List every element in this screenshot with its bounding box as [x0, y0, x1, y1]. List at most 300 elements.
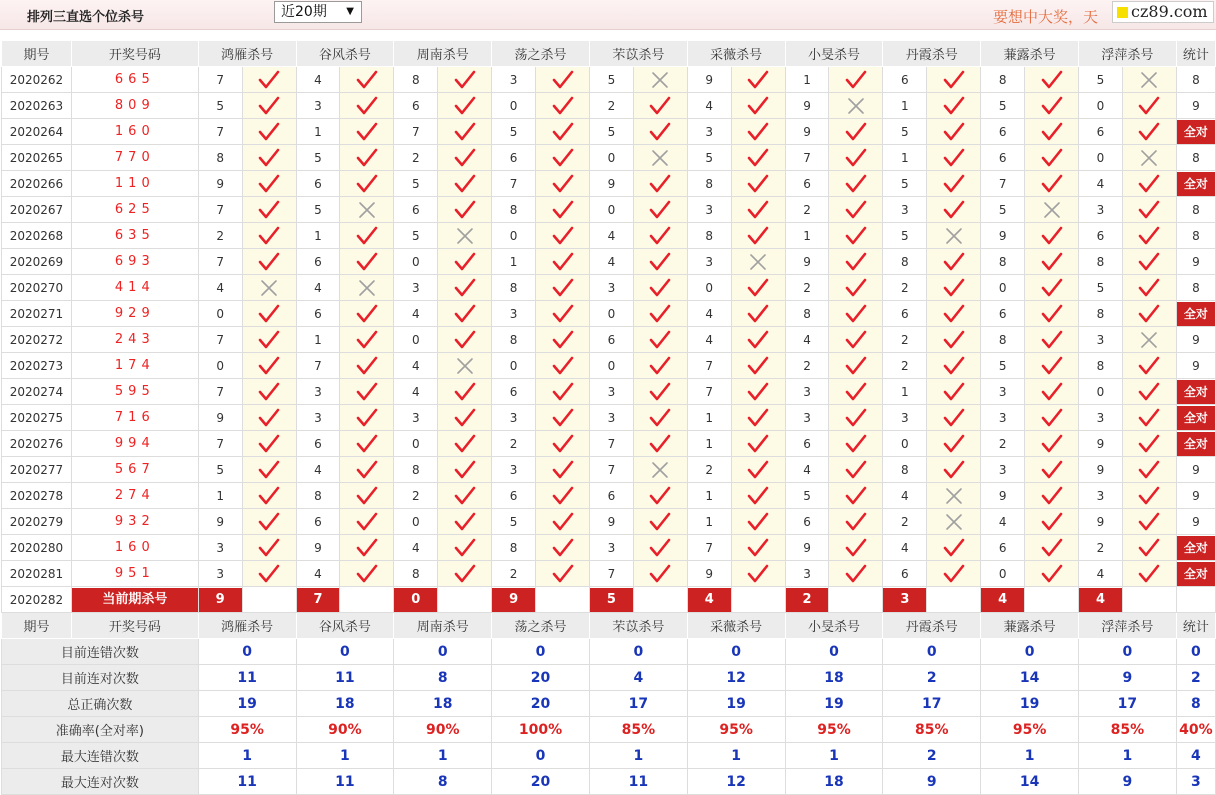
kill-number: 9	[198, 405, 242, 431]
kill-number: 6	[296, 509, 340, 535]
check-icon	[845, 356, 867, 376]
check-icon	[649, 512, 671, 532]
kill-number: 0	[1079, 93, 1123, 119]
kill-number: 3	[785, 379, 829, 405]
col-header-expert[interactable]: 小旻杀号	[785, 613, 883, 639]
summary-stat: 40%	[1176, 717, 1215, 743]
result-mark	[829, 405, 883, 431]
result-mark	[438, 431, 492, 457]
result-mark	[829, 93, 883, 119]
check-icon	[845, 122, 867, 142]
draw-number: 716	[71, 405, 198, 431]
kill-number: 2	[492, 431, 536, 457]
issue-number: 2020269	[2, 249, 72, 275]
result-mark	[731, 535, 785, 561]
check-icon	[943, 70, 965, 90]
kill-number: 3	[394, 405, 438, 431]
check-icon	[258, 538, 280, 558]
check-icon	[552, 564, 574, 584]
empty-mark-cell	[731, 587, 785, 613]
col-header-expert[interactable]: 蒹露杀号	[981, 613, 1079, 639]
kill-number: 0	[198, 353, 242, 379]
current-kill-cell	[981, 587, 1025, 613]
kill-number: 2	[883, 275, 927, 301]
check-icon	[747, 96, 769, 116]
site-logo[interactable]	[1112, 1, 1214, 23]
col-header-expert[interactable]: 鸿雁杀号	[198, 41, 296, 67]
issue-number: 2020275	[2, 405, 72, 431]
draw-number: 951	[71, 561, 198, 587]
summary-value: 90%	[296, 717, 394, 743]
col-header-expert[interactable]: 丹霞杀号	[883, 613, 981, 639]
issue-number: 2020268	[2, 223, 72, 249]
result-mark	[438, 509, 492, 535]
check-icon	[943, 460, 965, 480]
col-header-expert[interactable]: 浮萍杀号	[1079, 613, 1177, 639]
current-kill-label: 当前期杀号	[72, 588, 198, 612]
summary-value: 95%	[687, 717, 785, 743]
stat-cell	[1176, 561, 1215, 587]
check-icon	[454, 382, 476, 402]
kill-number: 9	[296, 535, 340, 561]
check-icon	[356, 122, 378, 142]
kill-number: 4	[296, 457, 340, 483]
result-mark	[927, 249, 981, 275]
stat-cell	[1176, 379, 1215, 405]
check-icon	[356, 70, 378, 90]
kill-number: 9	[589, 171, 633, 197]
check-icon	[258, 330, 280, 350]
kill-number: 1	[883, 93, 927, 119]
check-icon	[258, 434, 280, 454]
kill-number: 8	[394, 561, 438, 587]
result-mark	[829, 301, 883, 327]
check-icon	[356, 226, 378, 246]
col-header-expert[interactable]: 芣苡杀号	[589, 613, 687, 639]
check-icon	[1138, 564, 1160, 584]
table-row	[2, 223, 1216, 249]
stat-count: 9	[1192, 254, 1200, 269]
result-mark	[536, 535, 590, 561]
check-icon	[943, 356, 965, 376]
col-header-expert[interactable]: 采薇杀号	[687, 41, 785, 67]
result-mark	[536, 457, 590, 483]
result-mark	[536, 67, 590, 93]
summary-value: 11	[589, 769, 687, 795]
check-icon	[454, 174, 476, 194]
result-mark	[927, 93, 981, 119]
col-header-expert[interactable]: 蒹露杀号	[981, 41, 1079, 67]
check-icon	[845, 434, 867, 454]
result-mark	[731, 405, 785, 431]
result-mark	[242, 223, 296, 249]
kill-number: 2	[785, 275, 829, 301]
table-row	[2, 327, 1216, 353]
col-header-expert[interactable]: 荡之杀号	[492, 41, 590, 67]
draw-number: 809	[71, 93, 198, 119]
summary-value: 8	[394, 665, 492, 691]
table-row	[2, 93, 1216, 119]
kill-number: 6	[492, 483, 536, 509]
current-kill-number: 3	[883, 588, 926, 612]
check-icon	[1041, 564, 1063, 584]
stat-cell	[1176, 67, 1215, 93]
current-kill-cell	[1079, 587, 1123, 613]
result-mark	[731, 93, 785, 119]
kill-number: 3	[296, 405, 340, 431]
result-mark	[536, 119, 590, 145]
summary-value: 19	[198, 691, 296, 717]
summary-value: 19	[981, 691, 1079, 717]
summary-value: 1	[198, 743, 296, 769]
empty-mark-cell	[927, 587, 981, 613]
current-kill-cell	[394, 587, 438, 613]
check-icon	[943, 148, 965, 168]
table-row	[2, 483, 1216, 509]
result-mark	[1122, 197, 1176, 223]
all-correct-badge: 全对	[1177, 302, 1215, 326]
col-header-expert[interactable]: 周南杀号	[394, 613, 492, 639]
current-kill-cell	[785, 587, 829, 613]
check-icon	[356, 460, 378, 480]
result-mark	[829, 223, 883, 249]
check-icon	[1138, 304, 1160, 324]
result-mark	[1122, 301, 1176, 327]
result-mark	[731, 379, 785, 405]
check-icon	[258, 486, 280, 506]
current-kill-cell	[296, 587, 340, 613]
col-header-expert[interactable]: 采薇杀号	[687, 613, 785, 639]
summary-value: 85%	[589, 717, 687, 743]
check-icon	[845, 460, 867, 480]
summary-value: 17	[1079, 691, 1177, 717]
result-mark	[829, 379, 883, 405]
issue-number: 2020279	[2, 509, 72, 535]
issue-number: 2020267	[2, 197, 72, 223]
kill-number: 5	[687, 145, 731, 171]
check-icon	[747, 200, 769, 220]
kill-number: 0	[589, 145, 633, 171]
result-mark	[1122, 561, 1176, 587]
period-select[interactable]	[274, 1, 362, 23]
issue-number: 2020272	[2, 327, 72, 353]
summary-value: 1	[981, 743, 1079, 769]
check-icon	[845, 200, 867, 220]
issue-number: 2020282	[2, 587, 72, 613]
kill-number: 5	[981, 353, 1025, 379]
cross-icon	[943, 512, 965, 532]
kill-number: 6	[589, 327, 633, 353]
check-icon	[552, 538, 574, 558]
result-mark	[438, 145, 492, 171]
check-icon	[1041, 304, 1063, 324]
result-mark	[242, 457, 296, 483]
check-icon	[845, 512, 867, 532]
all-correct-badge: 全对	[1177, 432, 1215, 456]
result-mark	[829, 457, 883, 483]
check-icon	[356, 486, 378, 506]
check-icon	[1041, 486, 1063, 506]
kill-number: 8	[1079, 301, 1123, 327]
result-mark	[340, 431, 394, 457]
summary-value: 95%	[981, 717, 1079, 743]
empty-mark-cell	[242, 587, 296, 613]
kill-number: 3	[589, 379, 633, 405]
stat-cell	[1176, 535, 1215, 561]
check-icon	[649, 174, 671, 194]
check-icon	[1041, 434, 1063, 454]
issue-number: 2020281	[2, 561, 72, 587]
kill-number: 4	[394, 535, 438, 561]
draw-number: 414	[71, 275, 198, 301]
issue-number: 2020266	[2, 171, 72, 197]
col-header-expert[interactable]: 鸿雁杀号	[198, 613, 296, 639]
kill-number: 4	[883, 483, 927, 509]
check-icon	[454, 512, 476, 532]
summary-value: 0	[589, 639, 687, 665]
kill-number: 4	[1079, 171, 1123, 197]
check-icon	[552, 226, 574, 246]
promo-marquee[interactable]: 要想中大奖，天	[993, 8, 1099, 26]
cross-icon	[356, 200, 378, 220]
result-mark	[438, 275, 492, 301]
check-icon	[454, 70, 476, 90]
draw-number: 635	[71, 223, 198, 249]
current-kill-cell	[198, 587, 242, 613]
check-icon	[649, 382, 671, 402]
cross-icon	[454, 356, 476, 376]
table-row	[2, 561, 1216, 587]
check-icon	[747, 486, 769, 506]
check-icon	[552, 408, 574, 428]
kill-number: 8	[394, 457, 438, 483]
kill-number: 3	[687, 119, 731, 145]
result-mark	[927, 301, 981, 327]
col-header-expert[interactable]: 谷风杀号	[296, 41, 394, 67]
current-kill-number: 2	[786, 588, 829, 612]
kill-number: 0	[1079, 379, 1123, 405]
stat-count: 8	[1192, 228, 1200, 243]
kill-number: 5	[589, 67, 633, 93]
result-mark	[1025, 457, 1079, 483]
col-header-expert[interactable]: 丹霞杀号	[883, 41, 981, 67]
check-icon	[649, 304, 671, 324]
kill-number: 7	[589, 561, 633, 587]
result-mark	[829, 509, 883, 535]
kill-number: 0	[394, 509, 438, 535]
kill-number: 1	[687, 405, 731, 431]
result-mark	[1122, 509, 1176, 535]
result-mark	[829, 535, 883, 561]
table-row	[2, 197, 1216, 223]
kill-number: 0	[589, 197, 633, 223]
kill-number: 8	[296, 483, 340, 509]
summary-label: 准确率(全对率)	[2, 717, 199, 743]
cross-icon	[649, 70, 671, 90]
current-kill-number: 7	[297, 588, 340, 612]
result-mark	[340, 457, 394, 483]
result-mark	[242, 275, 296, 301]
draw-number: 693	[71, 249, 198, 275]
result-mark	[340, 249, 394, 275]
summary-value: 9	[883, 769, 981, 795]
result-mark	[1025, 171, 1079, 197]
check-icon	[649, 564, 671, 584]
stat-cell	[1176, 249, 1215, 275]
table-row	[2, 171, 1216, 197]
kill-number: 6	[981, 145, 1025, 171]
kill-number: 0	[981, 275, 1025, 301]
stat-cell	[1176, 301, 1215, 327]
summary-value: 9	[1079, 665, 1177, 691]
kill-number: 2	[198, 223, 242, 249]
kill-number: 4	[296, 275, 340, 301]
check-icon	[552, 460, 574, 480]
result-mark	[829, 275, 883, 301]
check-icon	[1138, 408, 1160, 428]
result-mark	[340, 67, 394, 93]
kill-number: 5	[296, 197, 340, 223]
stat-count: 9	[1192, 488, 1200, 503]
kill-number: 0	[589, 301, 633, 327]
result-mark	[536, 509, 590, 535]
check-icon	[649, 200, 671, 220]
stat-cell	[1176, 223, 1215, 249]
result-mark	[1025, 535, 1079, 561]
kill-number: 8	[492, 327, 536, 353]
check-icon	[356, 382, 378, 402]
check-icon	[258, 304, 280, 324]
result-mark	[536, 275, 590, 301]
check-icon	[747, 538, 769, 558]
result-mark	[340, 327, 394, 353]
issue-number: 2020280	[2, 535, 72, 561]
all-correct-badge: 全对	[1177, 406, 1215, 430]
table-row	[2, 535, 1216, 561]
result-mark	[242, 67, 296, 93]
result-mark	[829, 67, 883, 93]
col-header-expert[interactable]: 芣苡杀号	[589, 41, 687, 67]
col-header-expert[interactable]: 小旻杀号	[785, 41, 883, 67]
col-header-expert[interactable]: 浮萍杀号	[1079, 41, 1177, 67]
check-icon	[1138, 200, 1160, 220]
kill-number: 6	[394, 93, 438, 119]
kill-number: 8	[883, 457, 927, 483]
check-icon	[1138, 122, 1160, 142]
col-header-expert[interactable]: 谷风杀号	[296, 613, 394, 639]
check-icon	[649, 434, 671, 454]
col-header-expert[interactable]: 周南杀号	[394, 41, 492, 67]
check-icon	[1138, 278, 1160, 298]
check-icon	[943, 330, 965, 350]
cross-icon	[454, 226, 476, 246]
kill-number: 1	[785, 223, 829, 249]
cross-icon	[258, 278, 280, 298]
result-mark	[633, 561, 687, 587]
check-icon	[943, 278, 965, 298]
table-row	[2, 353, 1216, 379]
kill-number: 6	[883, 561, 927, 587]
check-icon	[258, 148, 280, 168]
kill-number: 6	[883, 67, 927, 93]
empty-mark-cell	[1122, 587, 1176, 613]
kill-number: 4	[1079, 561, 1123, 587]
kill-number: 7	[296, 353, 340, 379]
kill-number: 7	[394, 119, 438, 145]
col-header-expert[interactable]: 荡之杀号	[492, 613, 590, 639]
summary-value: 85%	[883, 717, 981, 743]
result-mark	[633, 457, 687, 483]
check-icon	[258, 200, 280, 220]
result-mark	[242, 561, 296, 587]
kill-number: 2	[785, 353, 829, 379]
current-kill-cell	[492, 587, 536, 613]
result-mark	[1025, 197, 1079, 223]
kill-number: 8	[981, 327, 1025, 353]
result-mark	[242, 379, 296, 405]
draw-number: 595	[71, 379, 198, 405]
check-icon	[552, 70, 574, 90]
stat-cell	[1176, 119, 1215, 145]
issue-number: 2020277	[2, 457, 72, 483]
kill-number: 2	[981, 431, 1025, 457]
check-icon	[356, 538, 378, 558]
kill-number: 3	[1079, 327, 1123, 353]
kill-number: 1	[296, 119, 340, 145]
issue-number: 2020270	[2, 275, 72, 301]
table-row	[2, 301, 1216, 327]
kill-number: 6	[883, 301, 927, 327]
result-mark	[1122, 171, 1176, 197]
check-icon	[943, 382, 965, 402]
kill-number: 6	[296, 249, 340, 275]
draw-number: 243	[71, 327, 198, 353]
result-mark	[731, 301, 785, 327]
check-icon	[258, 174, 280, 194]
check-icon	[747, 330, 769, 350]
result-mark	[536, 301, 590, 327]
summary-row	[2, 717, 1216, 743]
kill-number: 9	[589, 509, 633, 535]
all-correct-badge: 全对	[1177, 562, 1215, 586]
page-title: 排列三直选个位杀号	[27, 10, 145, 25]
result-mark	[536, 405, 590, 431]
result-mark	[340, 223, 394, 249]
result-mark	[731, 327, 785, 353]
issue-number: 2020263	[2, 93, 72, 119]
result-mark	[731, 431, 785, 457]
empty-mark-cell	[340, 587, 394, 613]
stat-count: 8	[1192, 72, 1200, 87]
table-row	[2, 431, 1216, 457]
result-mark	[242, 171, 296, 197]
result-mark	[438, 197, 492, 223]
empty-mark-cell	[438, 587, 492, 613]
result-mark	[1025, 249, 1079, 275]
result-mark	[242, 431, 296, 457]
check-icon	[943, 538, 965, 558]
result-mark	[242, 535, 296, 561]
result-mark	[536, 379, 590, 405]
check-icon	[1138, 512, 1160, 532]
summary-label: 目前连对次数	[2, 665, 199, 691]
result-mark	[536, 353, 590, 379]
kill-number: 9	[785, 249, 829, 275]
col-header-issue: 期号	[2, 613, 72, 639]
kill-number: 1	[785, 67, 829, 93]
kill-number: 4	[785, 327, 829, 353]
check-icon	[747, 408, 769, 428]
